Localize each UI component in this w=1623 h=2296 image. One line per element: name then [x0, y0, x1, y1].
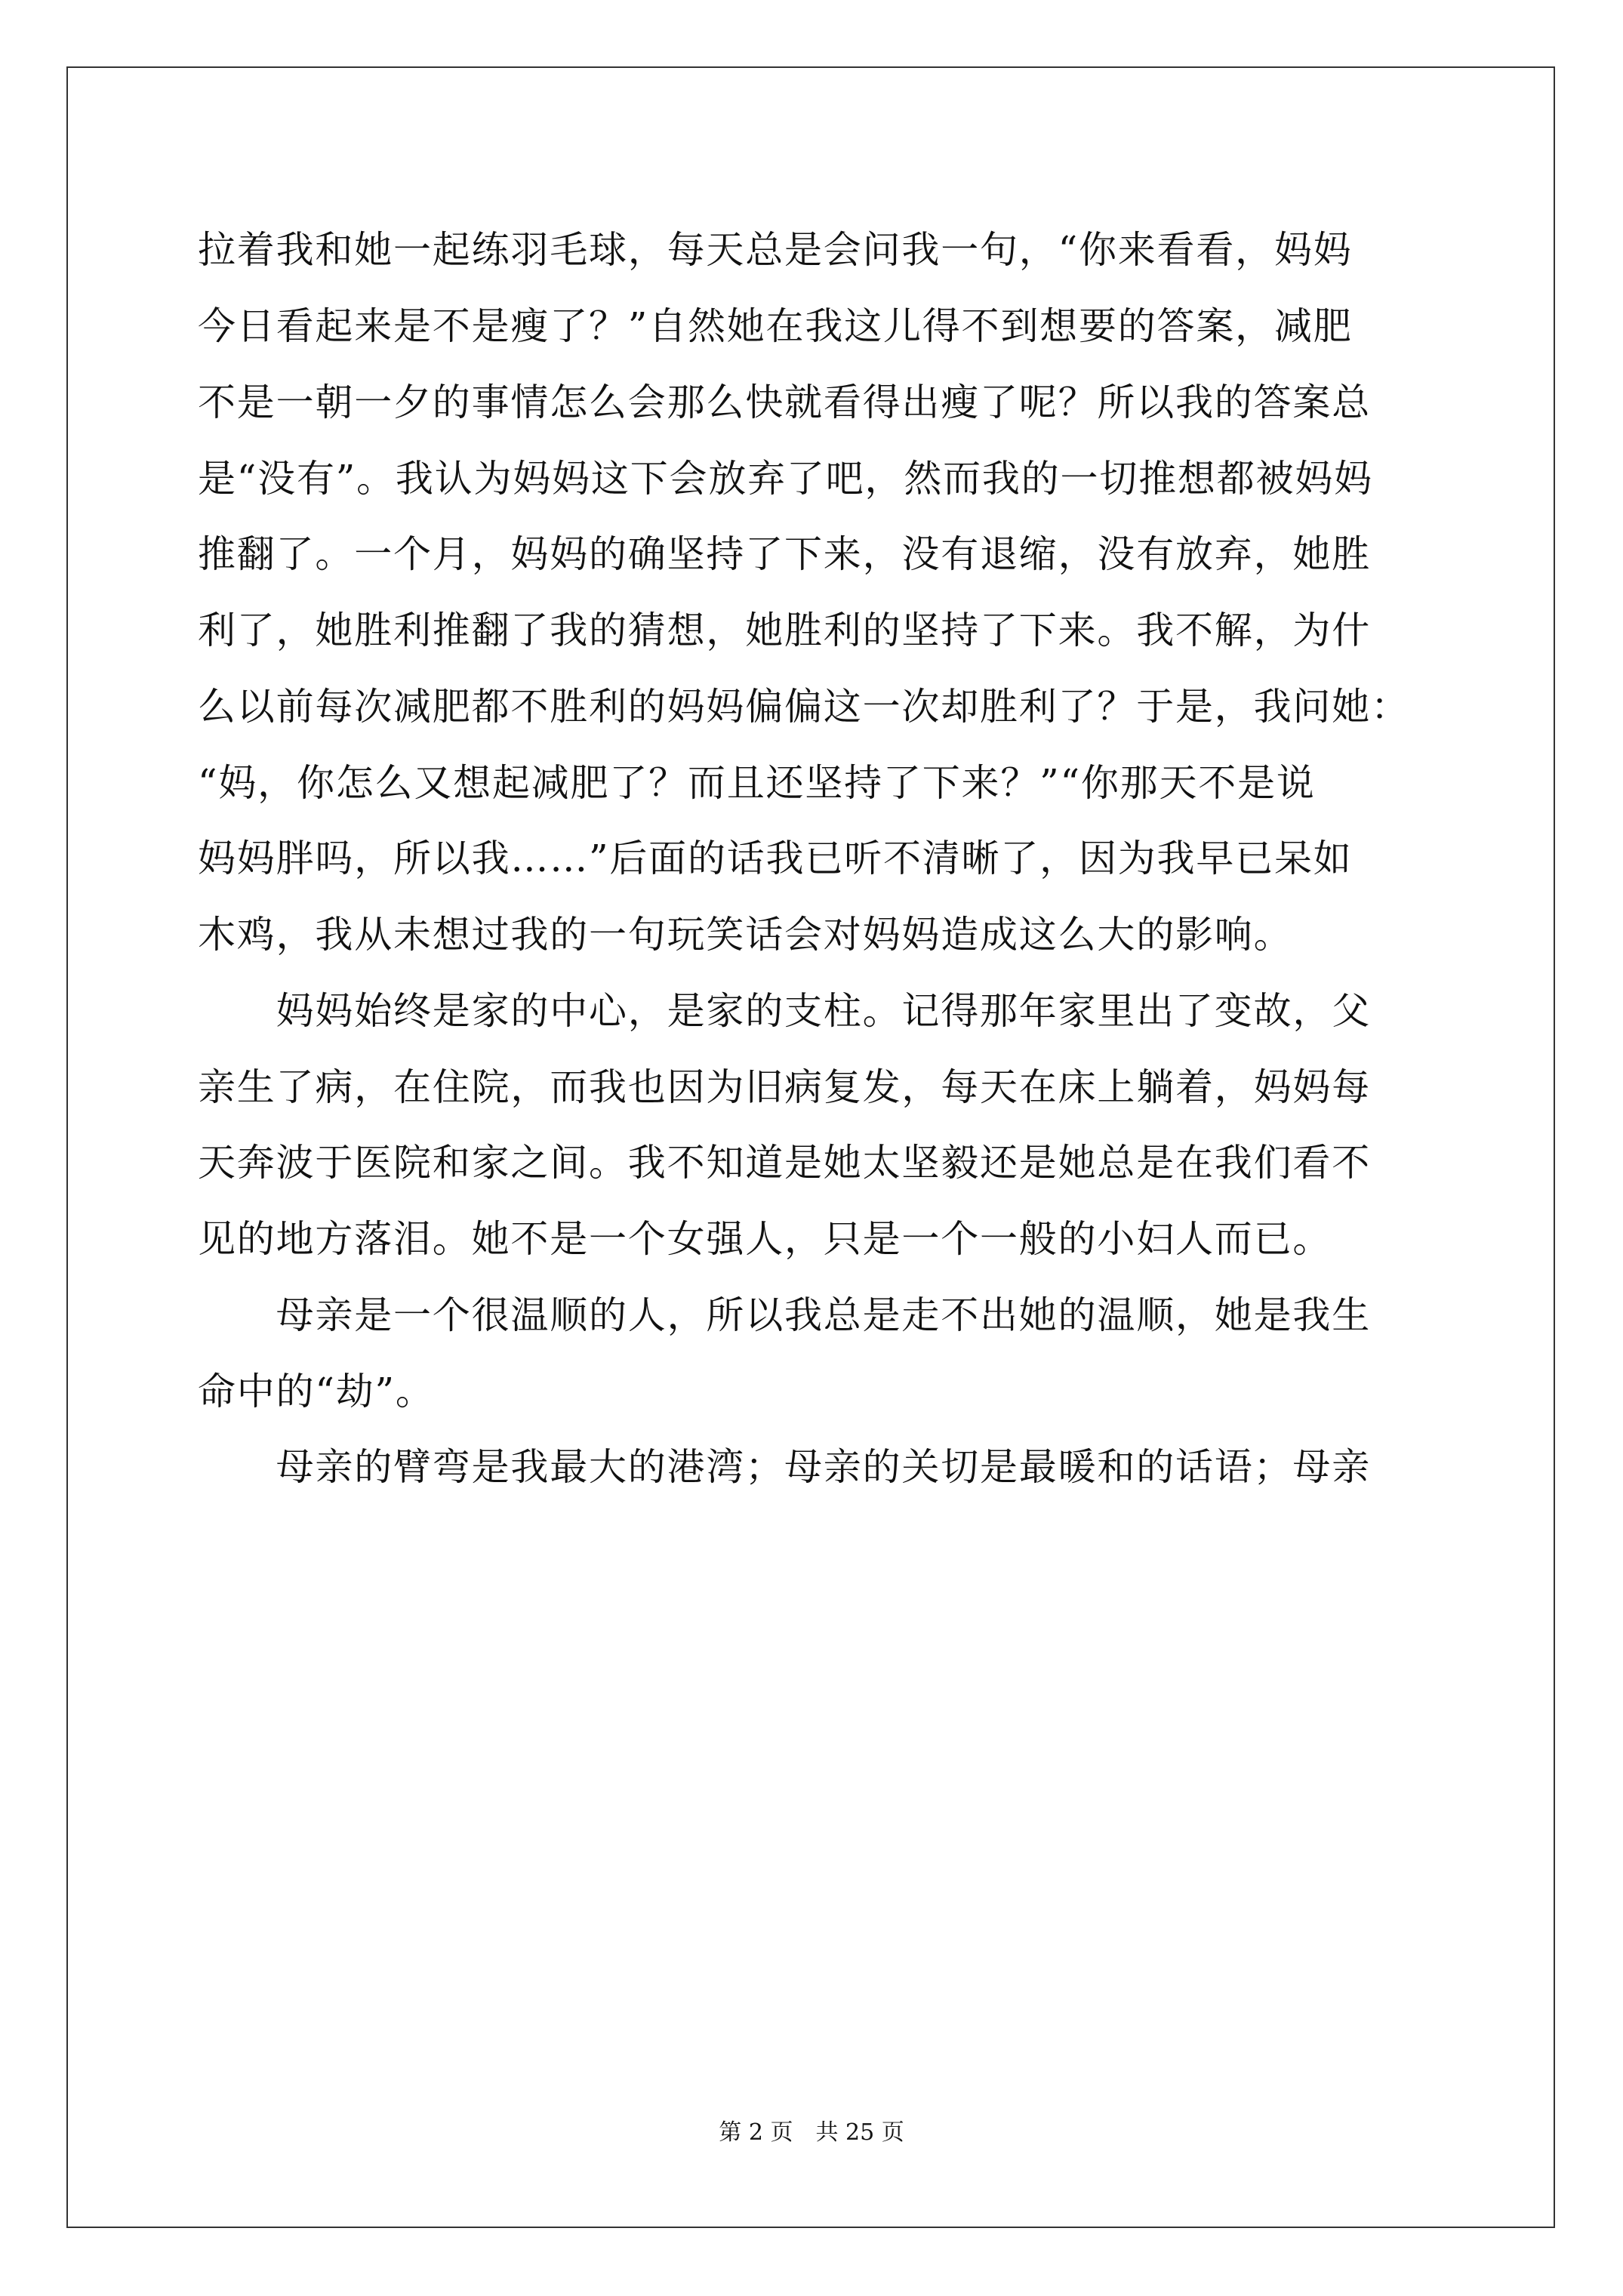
text-line: 妈妈胖吗，所以我……”后面的话我已听不清晰了，因为我早已呆如: [198, 837, 1353, 880]
text-line: 不是一朝一夕的事情怎么会那么快就看得出瘦了呢？所以我的答案总: [198, 381, 1371, 424]
text-line: 利了，她胜利推翻了我的猜想，她胜利的坚持了下来。我不解，为什: [198, 609, 1371, 652]
text-line: 亲生了病，在住院，而我也因为旧病复发，每天在床上躺着，妈妈每: [198, 1065, 1371, 1109]
page-number: 第 2 页: [719, 2119, 793, 2146]
text-line: 妈妈始终是家的中心，是家的支柱。记得那年家里出了变故，父: [198, 989, 1371, 1033]
text-line: 今日看起来是不是瘦了？”自然她在我这儿得不到想要的答案，减肥: [198, 304, 1353, 348]
text-line: 么以前每次减肥都不胜利的妈妈偏偏这一次却胜利了？于是，我问她：: [198, 685, 1410, 729]
text-line: 是“没有”。我认为妈妈这下会放弃了吧，然而我的一切推想都被妈妈: [198, 457, 1373, 501]
text-line: 母亲是一个很温顺的人，所以我总是走不出她的温顺，她是我生: [198, 1293, 1371, 1337]
text-line: 天奔波于医院和家之间。我不知道是她太坚毅还是她总是在我们看不: [198, 1141, 1371, 1185]
text-line: 命中的“劫”。: [198, 1370, 435, 1413]
text-line: “妈，你怎么又想起减肥了？而且还坚持了下来？”“你那天不是说: [198, 761, 1316, 805]
page-footer: [0, 2119, 1623, 2147]
text-line: 见的地方落泪。她不是一个女强人，只是一个一般的小妇人而已。: [198, 1217, 1332, 1261]
text-line: 拉着我和她一起练羽毛球，每天总是会问我一句，“你来看看，妈妈: [198, 228, 1353, 272]
page-total: 共 25 页: [815, 2119, 904, 2146]
text-line: 母亲的臂弯是我最大的港湾；母亲的关切是最暖和的话语；母亲: [198, 1445, 1371, 1489]
text-line: 木鸡，我从未想过我的一句玩笑话会对妈妈造成这么大的影响。: [198, 913, 1293, 957]
text-line: 推翻了。一个月，妈妈的确坚持了下来，没有退缩，没有放弃，她胜: [198, 532, 1371, 576]
